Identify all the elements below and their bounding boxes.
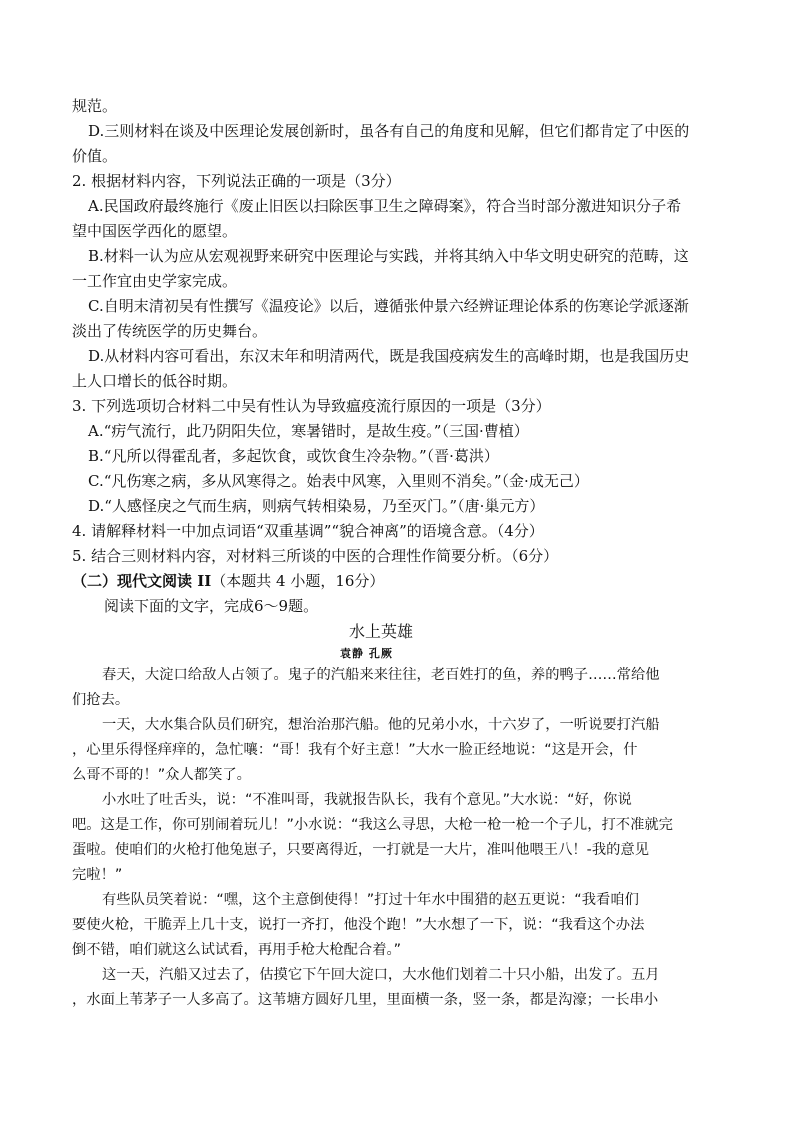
- q3-stem: 3. 下列选项切合材料二中吴有性认为导致瘟疫流行原因的一项是（3分）: [72, 397, 551, 415]
- story-title: 水上英雄: [349, 622, 414, 641]
- story-paragraph-line: ，心里乐得怪痒痒的，急忙嚷：“哥！我有个好主意！”大水一脸正经地说：“这是开会，什: [72, 742, 638, 758]
- q1-option-d-line2: 价值。: [72, 147, 118, 165]
- reading-instruction: 阅读下面的文字，完成6～9题。: [104, 597, 319, 615]
- q2-option-b-line2: 一工作宜由史学家完成。: [72, 272, 238, 290]
- q2-option-a-line2: 望中国医学西化的愿望。: [72, 222, 238, 240]
- q2-option-c-line2: 淡出了传统医学的历史舞台。: [72, 322, 268, 340]
- story-paragraph-line: 么哥不哥的！”众人都笑了。: [72, 767, 251, 783]
- q1-option-d-line1: D.三则材料在谈及中医理论发展创新时，虽各有自己的角度和见解，但它们都肯定了中医的: [88, 122, 690, 140]
- q5-stem: 5. 结合三则材料内容，对材料三所谈的中医的合理性作简要分析。（6分）: [72, 547, 559, 565]
- story-paragraph-line: 春天，大淀口给敌人占领了。鬼子的汽船来来往往，老百姓打的鱼，养的鸭子……常给他: [102, 667, 660, 683]
- section-title: （二）现代文阅读 II: [72, 572, 212, 590]
- q2-option-a-line1: A.民国政府最终施行《废止旧医以扫除医事卫生之障碍案》，符合当时部分激进知识分子希: [88, 197, 682, 215]
- story-paragraph-line: ，水面上苇茅子一人多高了。这苇塘方圆好几里，里面横一条，竖一条，都是沟濠；一长串小: [72, 992, 659, 1008]
- story-paragraph-line: 要使火枪，干脆弄上几十支，说打一齐打，他没个跑！”大水想了一下，说：“我看这个办法: [72, 917, 645, 933]
- story-paragraph-line: 倒不错，咱们就这么试试看，再用手枪大枪配合着。”: [72, 942, 402, 958]
- story-paragraph-line: 这一天，汽船又过去了，估摸它下午回大淀口，大水他们划着二十只小船，出发了。五月: [102, 967, 660, 983]
- q3-option-b: B.“凡所以得霍乱者，多起饮食，或饮食生冷杂物。”（晋·葛洪）: [88, 447, 499, 465]
- story-paragraph-line: 完啦！”: [72, 867, 123, 883]
- story-paragraph-line: 们抢去。: [72, 692, 130, 708]
- q2-option-c-line1: C.自明末清初吴有性撰写《温疫论》以后，遵循张仲景六经辨证理论体系的伤寒论学派逐渐: [88, 297, 689, 315]
- q2-option-d-line1: D.从材料内容可看出，东汉末年和明清两代，既是我国疫病发生的高峰时期，也是我国历史: [88, 347, 690, 365]
- q2-option-d-line2: 上人口增长的低谷时期。: [72, 372, 238, 390]
- q4-stem: 4. 请解释材料一中加点词语“双重基调”“貌合神离”的语境含意。（4分）: [72, 522, 544, 540]
- story-authors: 袁静 孔厥: [340, 647, 393, 660]
- q2-option-b-line1: B.材料一认为应从宏观视野来研究中医理论与实践，并将其纳入中华文明史研究的范畴，这: [88, 247, 689, 265]
- story-paragraph-line: 吧。这是工作，你可别闹着玩儿！”小水说：“我这么寻思，大枪一枪一枪一个子儿，打不准就完: [72, 817, 673, 833]
- q1-option-b-continued: 规范。: [72, 97, 118, 115]
- q3-option-a: A.“疠气流行，此乃阴阳失位，寒暑错时，是故生疫。”（三国·曹植）: [88, 422, 529, 440]
- story-paragraph-line: 小水吐了吐舌头，说：“不准叫哥，我就报告队长，我有个意见。”大水说：“好，你说: [102, 792, 632, 808]
- story-paragraph-line: 一天，大水集合队员们研究，想治治那汽船。他的兄弟小水，十六岁了，一听说要打汽船: [102, 717, 660, 733]
- story-paragraph-line: 蛋啦。使咱们的火枪打他兔崽子，只要离得近，一打就是一大片，准叫他喂王八！-我的意见: [72, 842, 650, 858]
- q3-option-c: C.“凡伤寒之病，多从风寒得之。始表中风寒，入里则不消矣。”（金·成无己）: [88, 472, 589, 490]
- section-note: （本题共 4 小题，16分）: [211, 572, 385, 590]
- q3-option-d: D.“人感怪戾之气而生病，则病气转相染易，乃至灭门。”（唐·巢元方）: [88, 497, 545, 515]
- section-heading: [72, 571, 384, 591]
- q2-stem: 2. 根据材料内容，下列说法正确的一项是（3分）: [72, 172, 401, 190]
- story-paragraph-line: 有些队员笑着说：“嘿，这个主意倒使得！”打过十年水中围猎的赵五更说：“我看咱们: [102, 892, 639, 908]
